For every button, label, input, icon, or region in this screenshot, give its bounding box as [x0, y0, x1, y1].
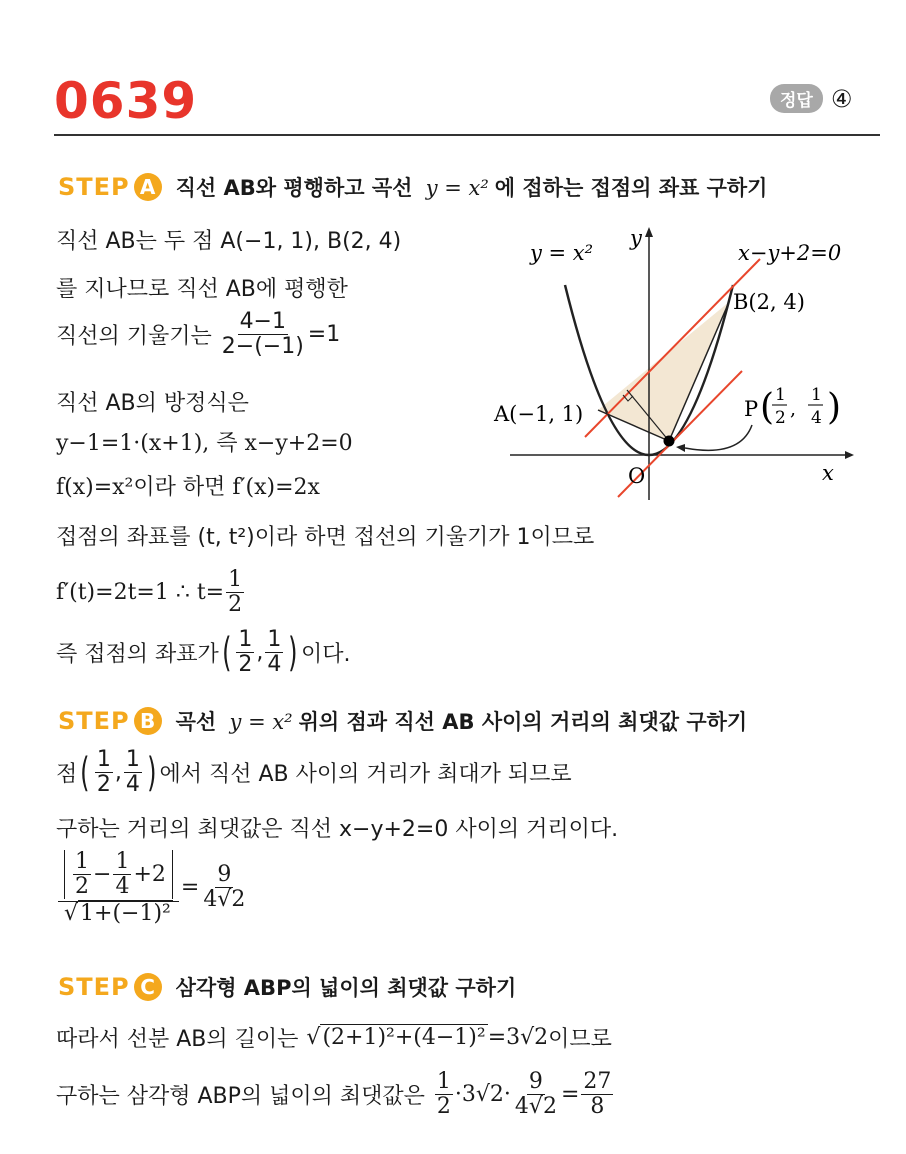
p-n1: 1	[775, 385, 786, 405]
step-b-header	[58, 706, 747, 736]
step-label: STEP	[58, 707, 130, 735]
p-paren-close: )	[827, 387, 842, 428]
p-label: P	[744, 397, 759, 421]
step-a-header	[58, 172, 767, 202]
step-a-line-4: 직선 AB의 방정식은	[56, 391, 249, 416]
step-label: STEP	[58, 973, 130, 1001]
y-axis-arrow	[645, 227, 653, 237]
step-a-title: 직선 AB와 평행하고 곡선 y = x² 에 접하는 접점의 좌표 구하기	[175, 176, 768, 200]
p-d2: 4	[811, 408, 822, 428]
header-rule	[54, 134, 880, 136]
answer-value: ④	[830, 84, 853, 113]
step-a-line-2: 를 지나므로 직선 AB에 평행한	[56, 277, 348, 302]
p-pointer-head	[676, 444, 685, 452]
step-b-formula: $\frac{1}{2}$ − $\frac{1}{4}$ +2 √1+(−1)² = $\frac{9}{4√2}$	[56, 848, 249, 927]
step-a-line-1: 직선 AB는 두 점 A(−1, 1), B(2, 4)	[56, 229, 402, 254]
step-a-line-3: 직선의 기울기는 $\frac{4-1}{2-(-1)}$ =1	[56, 309, 341, 360]
triangle-abp	[598, 302, 729, 441]
a-label: A(−1, 1)	[494, 402, 584, 426]
step-c-line-2: 구하는 삼각형 ABP의 넓이의 최댓값은 $\frac{1}{2}$ ·3√2· $\frac{9}{4√2}$ = $\frac{27}{8}$	[56, 1069, 612, 1120]
curve-label: y = x²	[530, 241, 594, 265]
step-a-circle: A	[134, 173, 162, 201]
origin-label: O	[628, 464, 646, 488]
p-pointer	[685, 425, 752, 450]
step-c-title: 삼각형 ABP의 넓이의 최댓값 구하기	[175, 976, 517, 1000]
step-b-line-2: 구하는 거리의 최댓값은 직선 x−y+2=0 사이의 거리이다.	[56, 817, 619, 842]
p-comma: ,	[790, 398, 797, 420]
graph	[490, 215, 890, 505]
step-c-header	[58, 972, 516, 1002]
step-c-line-1: 따라서 선분 AB의 길이는 √(2+1)²+(4−1)² =3√2 이므로	[56, 1025, 612, 1052]
y-axis-label: y	[630, 226, 642, 250]
answer-badge: 정답	[770, 84, 823, 113]
step-b-circle: B	[134, 707, 162, 735]
p-n2: 1	[811, 385, 822, 405]
step-b-line-1: 점 ( $\frac{1}{2}$ , $\frac{1}{4}$ ) 에서 직선 AB 사이의 거리가 최대가 되므로	[56, 747, 572, 798]
point-p	[664, 436, 675, 447]
problem-number: 0639	[54, 72, 198, 130]
line-label: x−y+2=0	[738, 241, 842, 265]
step-a-line-6: f(x)=x²이라 하면 f′(x)=2x	[56, 475, 320, 500]
x-axis-arrow	[845, 451, 854, 459]
b-label: B(2, 4)	[733, 290, 805, 314]
step-a-line-9: 즉 접점의 좌표가 ( $\frac{1}{2}$ , $\frac{1}{4}$ ) 이다.	[56, 627, 351, 678]
answer-box	[770, 84, 852, 113]
x-axis-label: x	[822, 461, 834, 485]
p-d1: 2	[775, 408, 786, 428]
step-a-line-5: y−1=1·(x+1), 즉 x−y+2=0	[56, 431, 353, 456]
step-b-title: 곡선 y = x² 위의 점과 직선 AB 사이의 거리의 최댓값 구하기	[175, 710, 748, 734]
step-a-line-8: f′(t)=2t=1 ∴ t= $\frac{1}{2}$	[56, 567, 243, 618]
p-paren-open: (	[760, 387, 775, 428]
step-label: STEP	[58, 173, 130, 201]
step-a-line-7: 접점의 좌표를 (t, t²)이라 하면 접선의 기울기가 1이므로	[56, 525, 595, 550]
step-c-circle: C	[134, 973, 162, 1001]
